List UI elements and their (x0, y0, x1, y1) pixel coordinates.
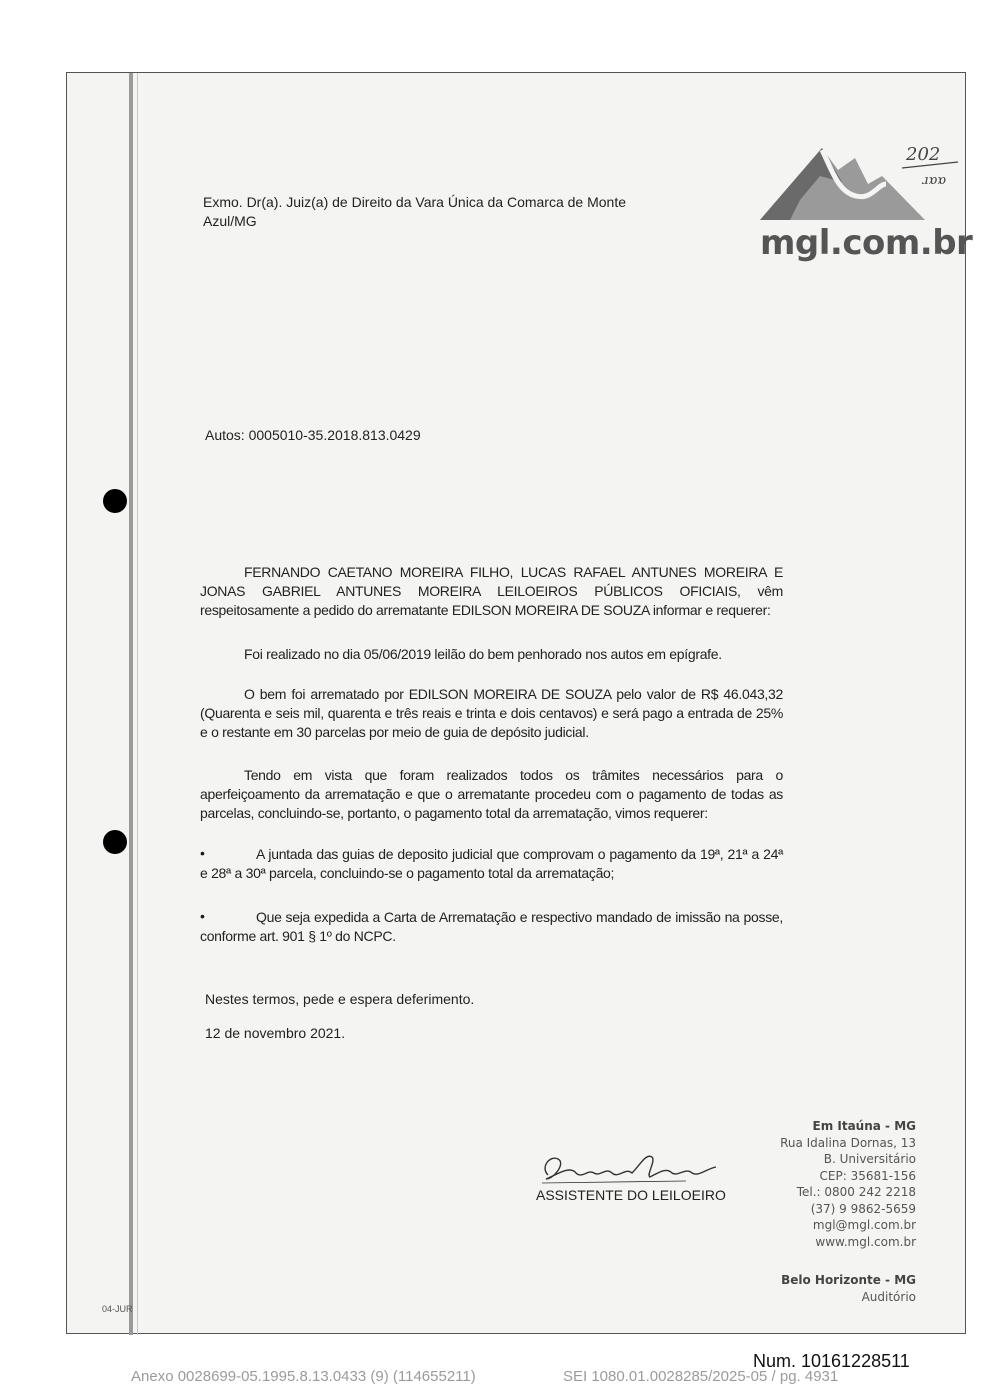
stamp-page-number: 202 (906, 144, 941, 165)
address-street: Rua Idalina Dornas, 13 (780, 1135, 916, 1150)
binder-edge-inner (137, 73, 138, 1335)
paragraph-bid-value: O bem foi arrematado por EDILSON MOREIRA DE SOUZA pelo valor de R$ 46.043,32 (Quarenta e seis mil, quarenta e três reais e trinta e dois centavos) e será pago a entrada de 25% e o restante em 30 parcelas por meio de guia de depósito judicial. (200, 686, 783, 740)
punch-hole-top (103, 489, 127, 513)
intro-paragraph: FERNANDO CAETANO MOREIRA FILHO, LUCAS RAFAEL ANTUNES MOREIRA E JONAS GABRIEL ANTUNES MOREIRA LEILOEIROS PÚBLICOS OFICIAIS, vêm respeitosamente a pedido do arrematante EDILSON MOREIRA DE SOUZA informar e requerer: (200, 564, 783, 618)
footer-sei: SEI 1080.01.0028285/2025-05 / pg. 4931 (563, 1368, 839, 1385)
request-item-1: A juntada das guias de deposito judicial que comprovam o pagamento da 19ª, 21ª a 24ª e 28ª a 30ª parcela, concluindo-se o pagamento total da arrematação; (200, 846, 783, 881)
address-phone: Tel.: 0800 242 2218 (796, 1185, 916, 1199)
address-bh (781, 1272, 916, 1305)
paragraph-auction-date: Foi realizado no dia 05/06/2019 leilão do bem penhorado nos autos em epígrafe. (244, 646, 722, 662)
request-item-2: Que seja expedida a Carta de Arrematação e respectivo mandado de imissão na posse, conforme art. 901 § 1º do NCPC. (200, 909, 783, 944)
address-website: www.mgl.com.br (815, 1234, 916, 1249)
address-itauna (780, 1118, 916, 1250)
handwritten-signature (536, 1145, 726, 1190)
addressee-line-1: Exmo. Dr(a). Juiz(a) de Direito da Vara Única da Comarca de Monte (203, 194, 627, 210)
stamp-initials: ɹɒɒ (922, 173, 947, 188)
address-district: B. Universitário (823, 1152, 916, 1166)
address-cep: CEP: 35681-156 (819, 1168, 916, 1183)
page-number-stamp (900, 140, 962, 190)
signature-role: ASSISTENTE DO LEILOEIRO (536, 1187, 726, 1203)
paragraph-requirements: Tendo em vista que foram realizados todos os trâmites necessários para o aperfeiçoamento da arrematação e que o arrematante procedeu com o pagamento de todas as parcelas, concluindo-se, portanto, o pagamento total da arrematação, vimos requerer: (200, 767, 783, 821)
bullet-marker: • (200, 845, 205, 861)
logo-wordmark: mgl.com.br (760, 223, 973, 263)
address-city: Em Itaúna - MG (812, 1119, 916, 1133)
closing-statement: Nestes termos, pede e espera deferimento. (205, 991, 475, 1007)
punch-hole-bottom (103, 830, 127, 854)
address-mobile: (37) 9 9862-5659 (810, 1201, 916, 1216)
form-code: 04-JUR (102, 1304, 133, 1314)
address-email: mgl@mgl.com.br (812, 1218, 916, 1232)
binder-edge (129, 73, 133, 1335)
case-number: Autos: 0005010-35.2018.813.0429 (205, 427, 421, 443)
document-number: Num. 10161228511 (753, 1351, 910, 1371)
bullet-marker: • (200, 908, 205, 924)
address-bh-city: Belo Horizonte - MG (781, 1273, 916, 1287)
document-date: 12 de novembro 2021. (205, 1025, 346, 1041)
address-bh-place: Auditório (861, 1289, 916, 1304)
addressee-line-2: Azul/MG (203, 213, 257, 229)
footer-annex: Anexo 0028699-05.1995.8.13.0433 (9) (114655211) (131, 1368, 476, 1385)
